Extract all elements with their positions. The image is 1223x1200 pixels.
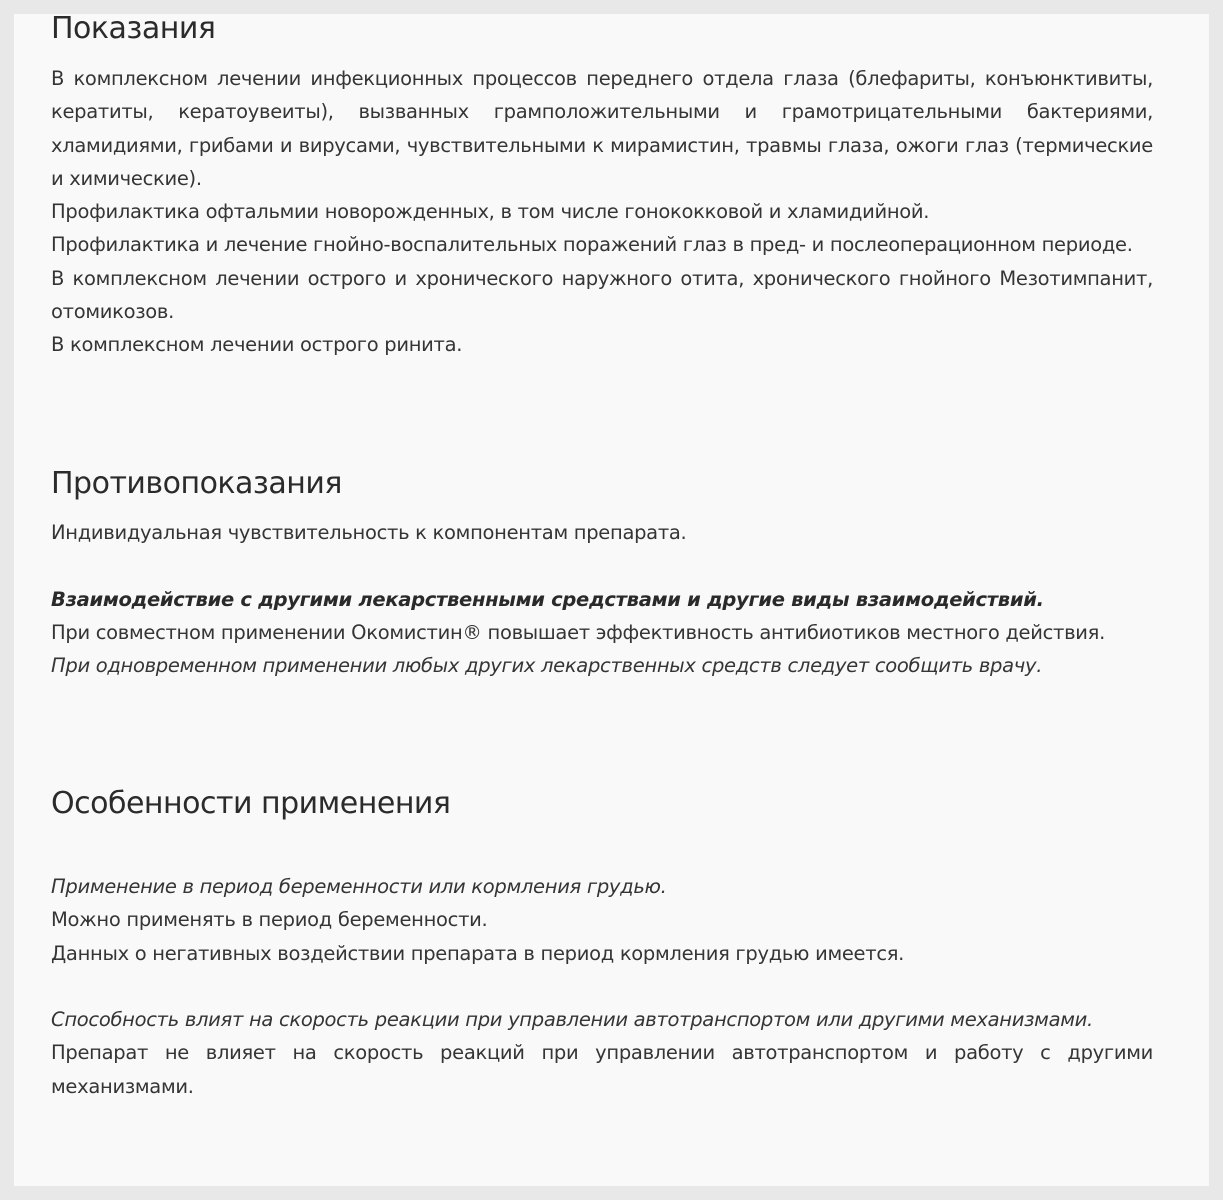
spacer <box>51 549 1153 582</box>
spacer <box>51 970 1153 1003</box>
indications-body <box>51 62 1153 362</box>
usage-paragraph: Данных о негативных воздействии препарата в период кормления грудью имеется. <box>51 941 905 965</box>
interaction-paragraph: При совместном применении Окомистин® повышает эффективность антибиотиков местного действия. <box>51 620 1105 644</box>
indications-paragraph: Профилактика и лечение гнойно-воспалительных поражений глаз в пред- и послеоперационном периоде. <box>51 233 1133 257</box>
indications-heading: Показания <box>51 14 216 46</box>
usage-paragraph: Препарат не влияет на скорость реакций при управлении автотранспортом и работу с другими механизмами. <box>51 1041 1153 1098</box>
usage-heading: Особенности применения <box>51 786 451 821</box>
document-page <box>14 14 1209 1186</box>
indications-paragraph: Профилактика офтальмии новорожденных, в том числе гонококковой и хламидийной. <box>51 200 930 224</box>
interaction-note: При одновременном применении любых других лекарственных средств следует сообщить врачу. <box>51 654 1043 678</box>
usage-paragraph: Можно применять в период беременности. <box>51 908 488 932</box>
indications-paragraph: В комплексном лечении острого и хронического наружного отита, хронического гнойного Мезотимпанит, отомикозов. <box>51 266 1153 324</box>
pregnancy-subheading: Применение в период беременности или кормления грудью. <box>51 875 667 898</box>
contraindications-heading: Противопоказания <box>51 466 342 501</box>
indications-paragraph: В комплексном лечении инфекционных процессов переднего отдела глаза (блефариты, конъюнктивиты, кератиты, кератоувеиты), вызванных грамположительными и грамотрицательными бактериями, хламидиями, грибами и вирусами, чувствительными к мирамистин, травмы глаза, ожоги глаз (термические и химические). <box>51 67 1153 190</box>
driving-subheading: Способность влият на скорость реакции при управлении автотранспортом или другими механизмами. <box>51 1008 1093 1032</box>
usage-body <box>51 870 1153 1103</box>
interaction-subheading: Взаимодействие с другими лекарственными средствами и другие виды взаимодействий. <box>51 587 1044 611</box>
contraindications-body <box>51 516 1153 682</box>
contraindications-paragraph: Индивидуальная чувствительность к компонентам препарата. <box>51 521 687 544</box>
indications-paragraph: В комплексном лечении острого ринита. <box>51 333 463 357</box>
